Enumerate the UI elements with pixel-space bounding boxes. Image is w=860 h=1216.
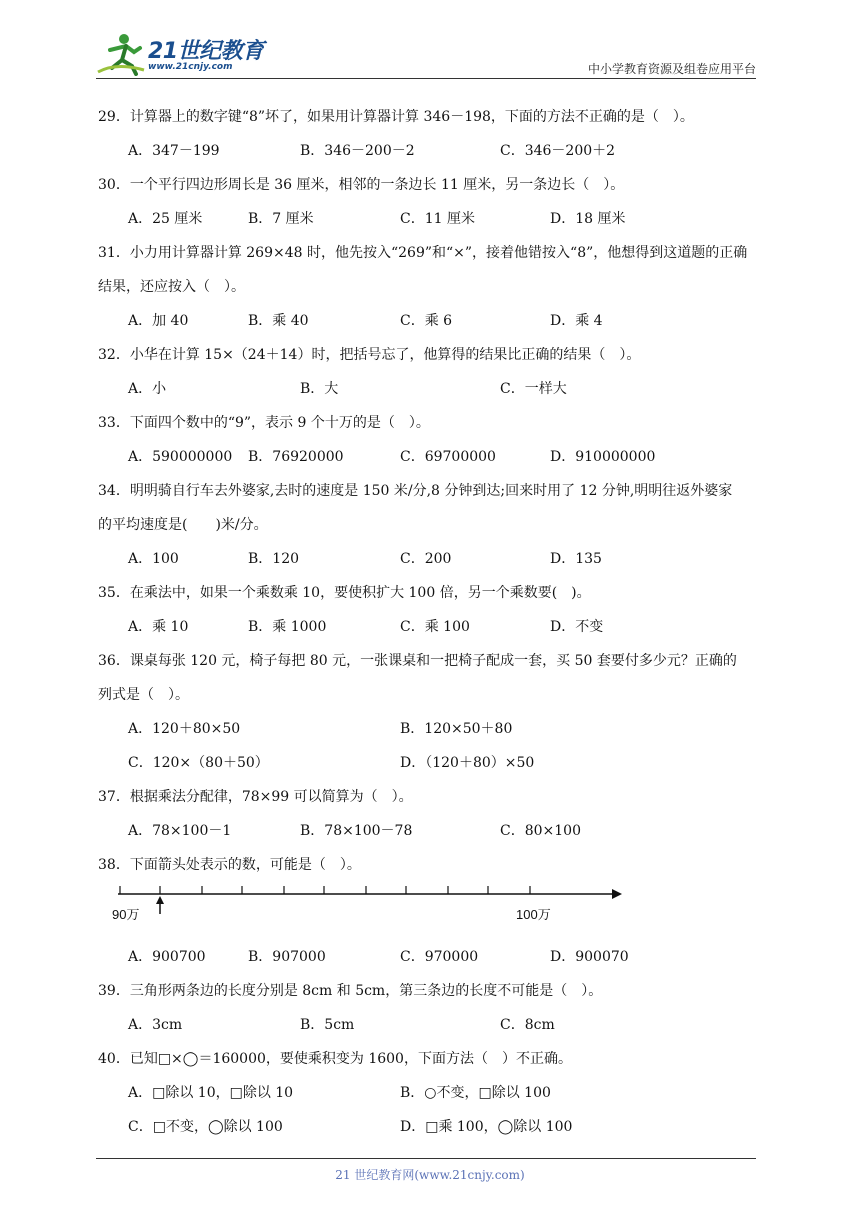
- option-b[interactable]: B．○不变，□除以 100: [400, 1085, 551, 1101]
- option-c[interactable]: C．346－200＋2: [500, 143, 616, 159]
- question-35-stem: 35．在乘法中，如果一个乘数乘 10，要使积扩大 100 倍，另一个乘数要( )。: [98, 585, 591, 601]
- option-a[interactable]: A．25 厘米: [128, 211, 203, 227]
- header-divider: [96, 78, 756, 79]
- option-c[interactable]: C．一样大: [500, 381, 567, 397]
- option-d[interactable]: D．乘 4: [550, 313, 603, 329]
- question-32-stem: 32．小华在计算 15×（24＋14）时，把括号忘了，他算得的结果比正确的结果（ ）。: [98, 347, 641, 363]
- logo-text: 21世纪教育: [148, 39, 264, 64]
- option-c[interactable]: C．69700000: [400, 449, 496, 465]
- question-33-options: [128, 440, 762, 474]
- option-a[interactable]: A．加 40: [128, 313, 189, 329]
- question-36-stem-line-1: 36．课桌每张 120 元，椅子每把 80 元，一张课桌和一把椅子配成一套，买 50 套要付多少元？正确的: [98, 653, 737, 669]
- footer-text[interactable]: 21 世纪教育网(www.21cnjy.com): [335, 1168, 525, 1182]
- option-b[interactable]: B．907000: [248, 949, 326, 965]
- option-c[interactable]: C．11 厘米: [400, 211, 475, 227]
- option-b[interactable]: B．乘 40: [248, 313, 309, 329]
- runner-logo-icon: [96, 32, 146, 76]
- option-a[interactable]: A．347－199: [128, 143, 220, 159]
- question-39-stem: 39．三角形两条边的长度分别是 8cm 和 5cm，第三条边的长度不可能是（ ）。: [98, 983, 603, 999]
- question-32-options: [128, 372, 762, 406]
- option-c[interactable]: C．80×100: [500, 823, 581, 839]
- option-a[interactable]: A．乘 10: [128, 619, 189, 635]
- question-40-stem: 40．已知□×◯＝160000，要使乘积变为 1600，下面方法（ ）不正确。: [98, 1051, 572, 1067]
- option-d[interactable]: D．（120＋80）×50: [400, 755, 535, 771]
- option-b[interactable]: B．346－200－2: [300, 143, 415, 159]
- option-c[interactable]: C．200: [400, 551, 452, 567]
- question-37-options: [128, 814, 762, 848]
- option-a[interactable]: A．100: [128, 551, 179, 567]
- question-38-stem: 38．下面箭头处表示的数，可能是（ ）。: [98, 857, 361, 873]
- option-a[interactable]: A．78×100－1: [128, 823, 232, 839]
- option-b[interactable]: B．120×50＋80: [400, 721, 513, 737]
- option-c[interactable]: C．970000: [400, 949, 479, 965]
- option-a[interactable]: A．小: [128, 381, 167, 397]
- option-c[interactable]: C．120×（80＋50）: [128, 755, 269, 771]
- question-29-options: [128, 134, 762, 168]
- option-d[interactable]: D．910000000: [550, 449, 656, 465]
- question-36-options-row-2: [128, 746, 762, 780]
- question-40-options-row-1: [128, 1076, 762, 1110]
- logo-url: www.21cnjy.com: [148, 62, 233, 72]
- option-b[interactable]: B．5cm: [300, 1017, 355, 1033]
- question-34-stem-line-1: 34．明明骑自行车去外婆家,去时的速度是 150 米/分,8 分钟到达;回来时用了 12 分钟,明明往返外婆家: [98, 483, 733, 499]
- question-list: [98, 100, 762, 1144]
- question-31-stem-line-1: 31．小力用计算器计算 269×48 时，他先按入“269”和“×”，接着他错按入“8”，他想得到这道题的正确: [98, 245, 748, 261]
- question-36-options-row-1: [128, 712, 762, 746]
- option-a[interactable]: A．3cm: [128, 1017, 183, 1033]
- option-c[interactable]: C．乘 100: [400, 619, 470, 635]
- option-c[interactable]: C．8cm: [500, 1017, 555, 1033]
- question-36-stem-line-2: 列式是（ ）。: [98, 687, 189, 703]
- question-34-stem-line-2: 的平均速度是( )米/分。: [98, 517, 268, 533]
- number-line: [112, 884, 632, 928]
- option-d[interactable]: D．900070: [550, 949, 629, 965]
- question-37-stem: 37．根据乘法分配律，78×99 可以简算为（ ）。: [98, 789, 413, 805]
- option-a[interactable]: A．120＋80×50: [128, 721, 241, 737]
- option-d[interactable]: D．不变: [550, 619, 604, 635]
- option-b[interactable]: B．7 厘米: [248, 211, 314, 227]
- question-31-options: [128, 304, 762, 338]
- platform-name: 中小学教育资源及组卷应用平台: [587, 62, 756, 76]
- option-a[interactable]: A．590000000: [128, 449, 233, 465]
- question-30-options: [128, 202, 762, 236]
- option-b[interactable]: B．大: [300, 381, 339, 397]
- option-b[interactable]: B．乘 1000: [248, 619, 327, 635]
- option-b[interactable]: B．76920000: [248, 449, 344, 465]
- question-29-stem: 29．计算器上的数字键“8”坏了，如果用计算器计算 346－198，下面的方法不正确的是（ ）。: [98, 109, 694, 125]
- up-arrow-icon: [156, 896, 164, 914]
- option-c[interactable]: C．□不变，◯除以 100: [128, 1119, 283, 1135]
- option-b[interactable]: B．78×100－78: [300, 823, 413, 839]
- question-31-stem-line-2: 结果，还应按入（ ）。: [98, 279, 245, 295]
- option-d[interactable]: D．135: [550, 551, 602, 567]
- option-a[interactable]: A．900700: [128, 949, 206, 965]
- option-c[interactable]: C．乘 6: [400, 313, 453, 329]
- page-header: [96, 30, 756, 80]
- question-35-options: [128, 610, 762, 644]
- question-40-options-row-2: [128, 1110, 762, 1144]
- number-line-figure: [98, 884, 762, 940]
- question-34-options: [128, 542, 762, 576]
- site-logo[interactable]: [96, 30, 266, 80]
- option-b[interactable]: B．120: [248, 551, 300, 567]
- question-39-options: [128, 1008, 762, 1042]
- option-d[interactable]: D．□乘 100，◯除以 100: [400, 1119, 573, 1135]
- question-30-stem: 30．一个平行四边形周长是 36 厘米，相邻的一条边长 11 厘米，另一条边长（ ）。: [98, 177, 625, 193]
- question-38-options: [128, 940, 762, 974]
- option-a[interactable]: A．□除以 10，□除以 10: [128, 1085, 294, 1101]
- number-line-right-label: 100万: [516, 907, 551, 922]
- footer-divider: [96, 1158, 756, 1159]
- question-33-stem: 33．下面四个数中的“9”，表示 9 个十万的是（ ）。: [98, 415, 430, 431]
- number-line-left-label: 90万: [112, 907, 140, 922]
- option-d[interactable]: D．18 厘米: [550, 211, 626, 227]
